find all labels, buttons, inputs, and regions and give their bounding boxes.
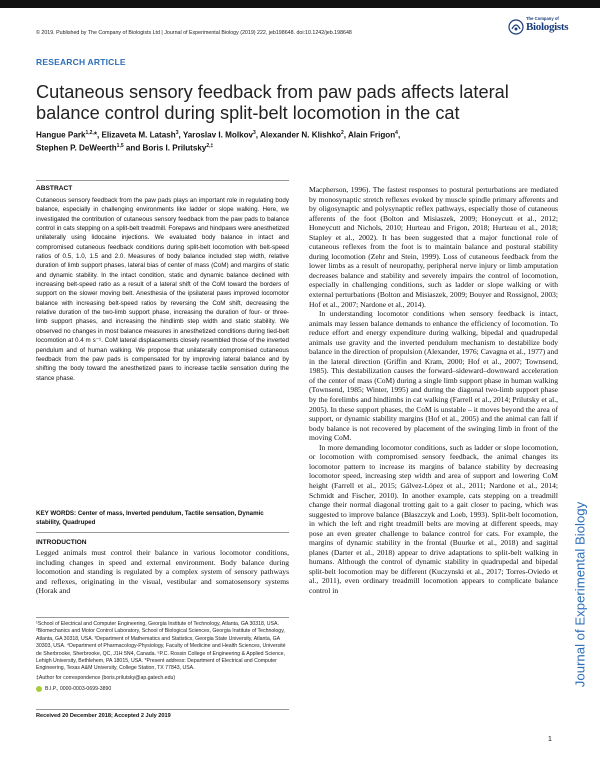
introduction-heading: INTRODUCTION [36, 539, 87, 546]
article-title: Cutaneous sensory feedback from paw pads affects lateral balance control during split-belt locomotion in the cat [36, 82, 509, 123]
author-separator: , [397, 130, 401, 140]
orcid-entry[interactable] [36, 686, 111, 692]
author-affil-sup: 2,‡ [206, 143, 214, 150]
divider-received [36, 709, 289, 710]
page-number: 1 [548, 736, 552, 743]
author-name[interactable]: Stephen P. DeWeerth [36, 143, 117, 153]
author-affil-sup: 2 [340, 130, 344, 136]
paragraph: In understanding locomotor conditions when sensory feedback is intact, animals may lessen balance demands to enhance the efficiency of locomotion. To reduce effort and energy expenditure during walking, bipedal and quadrupedal animals use gravity and the inverted pendulum mechanism to destabilize body balance in the direction of propulsion (Alexander, 1976; Cavagna et al., 1977) and in the lateral direction (Griffin and Kram, 2000; Hof et al., 2007; Townsend, 1985). This destabilization causes the forward–sideward–downward acceleration of the center of mass (CoM) during a single limb support phase in human walking (Townsend, 1985; Winter, 1995) and during the diagonal two-limb support phase by the forelimbs and hindlimbs in cat walking (Farrell et al., 2014; Prilutsky et al., 2005). In these support phases, the CoM is unstable – it moves beyond the area of support, or dynamic stability margins (Hof et al., 2005) and the animal can fall if body balance is not recovered by placement of the swinging limb in front of the moving CoM. [309, 309, 558, 443]
journal-side-banner [565, 432, 588, 762]
author-list [36, 128, 556, 154]
journal-side-text: Journal of Experimental Biology [572, 501, 588, 688]
paragraph: Macpherson, 1996). The fastest responses to postural perturbations are mediated by monosynaptic stretch reflexes evoked by muscle spindle primary afferents and by oligosynaptic and polysynaptic reflex pathways, especially those of cutaneous afferents of the foot (Bolton and Misiaszek, 2009; Honeycutt et al., 2012; Honeycutt and Nichols, 2010; Hurteau and Frigon, 2018; Hurteau et al., 2018; Stapley et al., 2002). It has been suggested that a major functional role of cutaneous reflexes from the foot is to maintain balance and postural stability during locomotion (Zehr and Stein, 1999). Loss of cutaneous feedback from the lower limbs as a result of neuropathy, peripheral nerve injury or limb amputation decreases balance and stability and severely impairs the control of locomotion, especially in challenging conditions, such as ladder or slope walking or with external perturbations (Bolton and Misiaszek, 2009; Bouyer and Rossignol, 2003; Hof et al., 2007; Nardone et al., 2014). [309, 185, 558, 309]
publisher-logo[interactable] [508, 16, 569, 38]
author-name[interactable]: Hangue Park [36, 130, 86, 140]
divider-intro [36, 532, 289, 533]
logo-main-text: Biologists [526, 21, 569, 33]
abstract-heading: ABSTRACT [36, 185, 73, 192]
author-name[interactable]: and Boris I. Prilutsky [123, 143, 207, 153]
journal-citation: © 2019. Published by The Company of Biologists Ltd | Journal of Experimental Biology (2019) 222, jeb198648. doi:10.1242/jeb.198648 [36, 30, 352, 36]
paragraph: In more demanding locomotor conditions, such as ladder or slope locomotion, or locomotion with compromised sensory feedback, the animal changes its locomotor pattern to increase its margins of balance stability by decreasing locomotor speed, increasing step width and area of support and lowering CoM height (Farrell et al., 2015; Gálvez-López et al., 2011; Nardone et al., 2014; Schmidt and Fischer, 2010). In another example, cats stepping on a treadmill change their normal diagonal trotting gait to a gait closer to pacing, which was suggested to improve balance (Błaszczyk and Loeb, 1993). Split-belt locomotion, in which the left and right treadmill belts are moving at different speeds, may pose an even greater challenge to balance control for cats. For example, the margins of dynamic stability in the frontal (Buurke et al., 2018) and sagittal planes (Darter et al., 2018) appear to drive adaptations to split-belt walking in humans. Although the control of dynamic stability in quadrupedal and bipedal split-belt locomotion may be different (Kuczynski et al., 2017; Torres-Oviedo et al., 2011), even ordinary treadmill locomotion appears to complicate balance control in [309, 442, 558, 595]
introduction-text: Legged animals must control their balance in various locomotor conditions, including changes in speed and external environment. Body balance during locomotion and standing is regulated by a complex system of sensory pathways and reflexes, originating in the visual, vestibular and somatosensory systems (Horak and [36, 548, 289, 596]
author-affil-sup: 3 [253, 130, 256, 136]
author-name[interactable]: , Alain Frigon [343, 130, 396, 140]
logo-small-text: The Company of [526, 16, 559, 21]
affiliations: ¹School of Electrical and Computer Engineering, Georgia Institute of Technology, Atlanta, GA 30318, USA. ²Biomechanics and Motor Control Laboratory, School of Biological Sciences, Georgia Institute of Technology, Atlanta, GA 30318, USA. ³Department of Mathematics and Statistics, Georgia State University, Atlanta, GA 30303, USA. ⁴Department of Pharmacology-Physiology, Faculty of Medicine and Health Sciences, Université de Sherbrooke, Sherbrooke, QC, J1H 5N4, Canada. ⁵P.C. Rossin College of Engineering & Applied Science, Lehigh University, Bethlehem, PA 18015, USA. *Present address: Department of Electrical and Computer Engineering, Texas A&M University, College Station, TX 77843, USA. [36, 621, 286, 672]
orcid-text: B.I.P., 0000-0003-0699-3890 [45, 686, 112, 692]
divider-top [36, 180, 289, 181]
author-affil-sup: 1,5 [116, 143, 124, 150]
author-name[interactable]: , Yaroslav I. Molkov [178, 130, 254, 140]
article-type-label: RESEARCH ARTICLE [36, 57, 126, 67]
abstract-text: Cutaneous sensory feedback from the paw pads plays an important role in regulating body balance, especially in challenging environments like ladder or slope walking. Here, we investigated the contribution of cutaneous sensory feedback from the paw pads to balance control in cats stepping on a split-belt treadmill. Forepaws and hindpaws were anesthetized unilaterally using lidocaine injections. We evaluated body balance in intact and compromised cutaneous feedback conditions during split-belt locomotion with belt-speed ratios of 0.5, 1.0, 1.5 and 2.0. Measures of body balance included step width, relative duration of limb support phases, lateral bias of center of mass (CoM) and margins of static and dynamic stability. In the intact condition, static and dynamic balance declined with increasing belt-speed ratio as a result of a lateral shift of the CoM toward the borders of support on the slower moving belt. Anesthesia of the ipsilateral paws improved locomotor balance with increasing belt-speed ratios by reversing the CoM shift, decreasing the relative duration of the two-limb support phase, increasing the duration of four- or three-limb support phases, and increasing the hindlimb step width and static stability. We observed no changes in most balance measures in anesthetized conditions during tied-belt locomotion at 0.4 m s⁻¹. CoM lateral displacements closely resembled those of the inverted pendulum and of human walking. We propose that unilaterally compromised cutaneous feedback from the paw pads is compensated for by improving lateral balance and by shifting the body toward the anesthetized paws to increase tactile sensation during the stance phase. [36, 197, 289, 382]
received-accepted-dates: Received 20 December 2018; Accepted 2 July 2019 [36, 713, 171, 719]
top-bar [0, 0, 600, 8]
author-name[interactable]: , Alexander N. Klishko [255, 130, 341, 140]
orcid-icon [36, 686, 42, 692]
keywords: KEY WORDS: Center of mass, Inverted pendulum, Tactile sensation, Dynamic stability, Quadruped [36, 510, 264, 526]
author-name[interactable]: *, Elizaveta M. Latash [93, 130, 176, 140]
divider-affiliations [36, 617, 289, 618]
author-affil-sup: 4 [395, 130, 398, 136]
company-of-biologists-logo-icon [508, 19, 524, 35]
correspondence[interactable]: ‡Author for correspondence (boris.prilutsky@ap.gatech.edu) [36, 675, 176, 681]
right-column [309, 185, 558, 596]
author-affil-sup: 1,2, [85, 130, 94, 136]
author-affil-sup: 3 [175, 130, 179, 136]
